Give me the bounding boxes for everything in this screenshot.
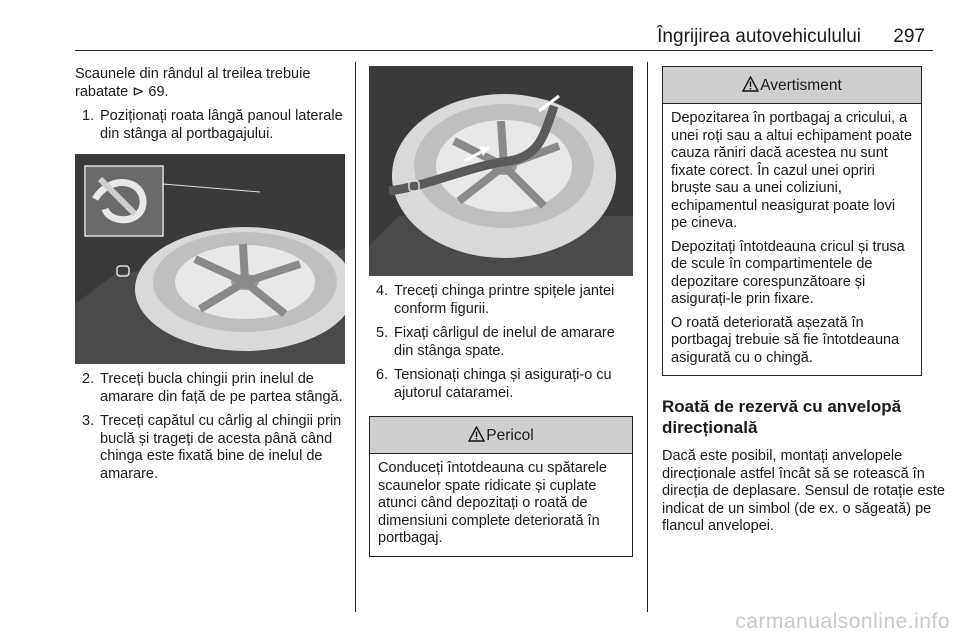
figure-strap-loop: [75, 154, 345, 364]
column-divider-2: [647, 62, 648, 612]
header-rule: [75, 50, 933, 51]
step-item: 4. Treceți chinga printre spițele jantei conform figurii.: [376, 283, 615, 317]
warning-title: Avertisment: [760, 77, 842, 94]
spare-wheel-illustration-2: [369, 66, 633, 276]
step-item: 3. Treceți capătul cu cârlig al chingii prin buclă și trageți de acesta până când chinga este fixată bine de inelul de amarare.: [82, 413, 342, 482]
intro-text: Scaunele din rândul al treilea trebuie rabatate ⊳ 69.: [75, 66, 311, 100]
warning-box-header: [663, 67, 921, 104]
danger-box: [369, 416, 633, 557]
step-item: 1. Poziționați roata lângă panoul laterale din stânga al portbagajului.: [82, 108, 343, 142]
warning-paragraph: O roată deteriorată așezată în portbagaj trebuie să fie întotdeauna asigurată cu o chingă.: [671, 314, 900, 366]
figure-strap-spokes: [369, 66, 633, 276]
danger-title: Pericol: [486, 427, 534, 444]
page-number: 297: [893, 26, 925, 47]
section-text: Dacă este posibil, montați anvelopele direcționale astfel încât să se rotească în direcția de deplasare. Sensul de rotație este indicat de un simbol (de ex. o săgeată) pe flancul anvelopei.: [662, 448, 945, 534]
warning-triangle-icon: [742, 76, 759, 92]
warning-box-body: [663, 104, 921, 375]
step-item: 2. Treceți bucla chingii prin inelul de amarare din față de pe partea stângă.: [82, 371, 343, 405]
danger-box-body: [370, 454, 632, 556]
warning-paragraph: Depozitați întotdeauna cricul și trusa de scule în compartimentele de depozitare corespunzătoare și asigurați-le prin fixare.: [671, 238, 905, 307]
warning-box: [662, 66, 922, 376]
warning-triangle-icon: [468, 426, 485, 442]
column-2: [369, 66, 633, 557]
steps-list-a: [75, 108, 345, 143]
steps-list-b: [75, 371, 345, 483]
steps-list-c: [369, 283, 633, 402]
page-header: [75, 26, 933, 52]
watermark: carmanualsonline.info: [735, 610, 950, 633]
step-item: 6. Tensionați chinga și asigurați-o cu ajutorul cataramei.: [376, 367, 612, 401]
danger-text: Conduceți întotdeauna cu spătarele scaunelor spate ridicate și cuplate atunci când depozitați o roată de dimensiuni complete deteriorată în portbagaj.: [378, 460, 607, 546]
chapter-title: Îngrijirea autovehiculului: [657, 26, 861, 47]
column-1: [75, 66, 345, 483]
section-title: Roată de rezervă cu anvelopă direcțională: [662, 397, 902, 437]
step-item: 5. Fixați cârligul de inelul de amarare din stânga spate.: [376, 325, 615, 359]
spare-wheel-illustration-1: [75, 154, 345, 364]
column-3: [662, 66, 952, 536]
column-divider-1: [355, 62, 356, 612]
danger-box-header: [370, 417, 632, 454]
warning-paragraph: Depozitarea în portbagaj a cricului, a unei roți sau a altui echipament poate cauza răniri dacă acestea nu sunt fixate corect. În cazul unei opriri bruște sau a unei coliziuni, echipamentul neasigurat poate lovi pe cineva.: [671, 110, 913, 231]
